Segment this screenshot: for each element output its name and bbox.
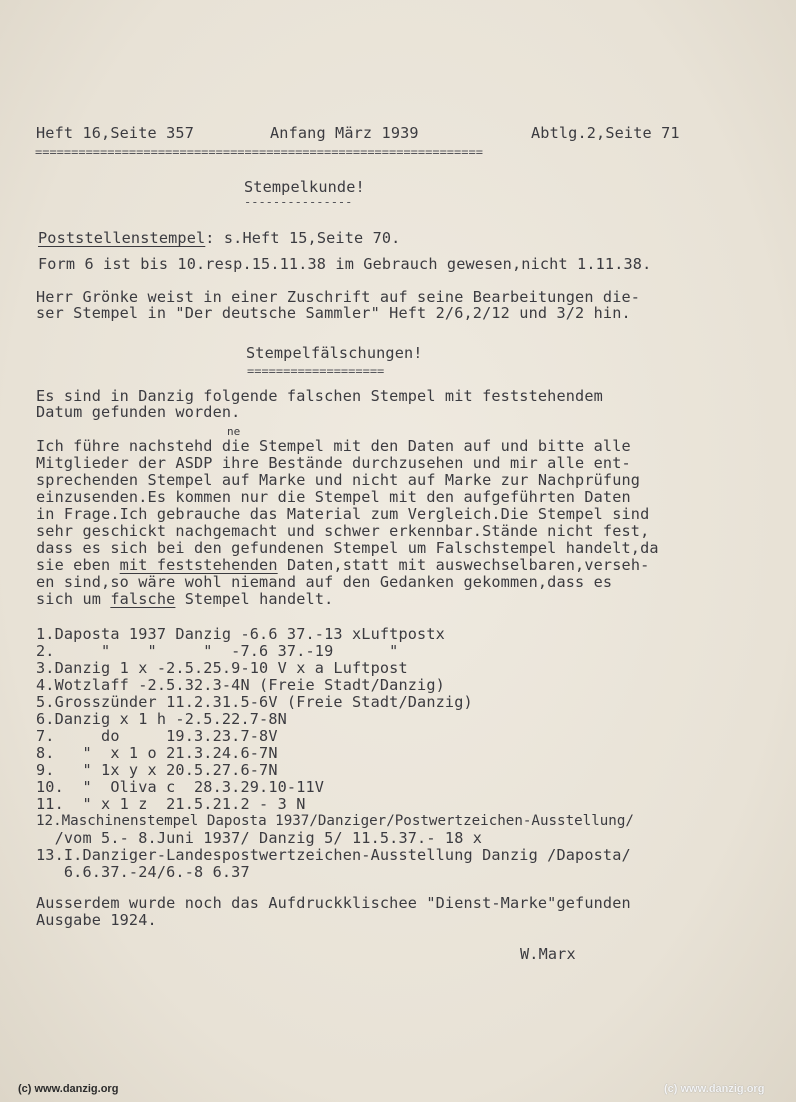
copyright-watermark-left: (c) www.danzig.org xyxy=(18,1083,119,1095)
poststellenstempel-term: Poststellenstempel xyxy=(38,229,206,247)
list-item: 6.6.37.-24/6.-8 6.37 xyxy=(36,863,250,881)
section-title-underline: --------------- xyxy=(244,195,353,209)
body-line-3: sprechenden Stempel auf Marke und nicht auf Marke zur Nachprüfung xyxy=(36,471,641,489)
list-item: 13.I.Danziger-Landespostwertzeichen-Ausstellung Danzig /Daposta/ xyxy=(36,846,631,864)
body-line-1: Ich führe nachstehd die Stempel mit den Daten auf und bitte alle xyxy=(36,437,631,455)
poststellenstempel-line: Poststellenstempel: s.Heft 15,Seite 70. xyxy=(38,229,401,247)
body-line-7: dass es sich bei den gefundenen Stempel um Falschstempel handelt,da xyxy=(36,539,659,557)
groenke-line-2: ser Stempel in "Der deutsche Sammler" Heft 2/6,2/12 und 3/2 hin. xyxy=(36,304,631,322)
header-issue: Heft 16,Seite 357 xyxy=(36,124,194,142)
list-item: 12.Maschinenstempel Daposta 1937/Danziger/Postwertzeichen-Ausstellung/ xyxy=(36,813,634,829)
body-line-6: sehr geschickt nachgemacht und schwer erkennbar.Stände nicht fest, xyxy=(36,522,650,540)
header-rule: ============================================================== xyxy=(35,145,483,159)
handwritten-insertion: ne xyxy=(227,425,241,438)
section-title-stempelfaelschungen: Stempelfälschungen! xyxy=(246,344,423,362)
list-item: 4.Wotzlaff -2.5.32.3-4N (Freie Stadt/Danzig) xyxy=(36,676,445,694)
header-section: Abtlg.2,Seite 71 xyxy=(531,124,680,142)
list-item: 5.Grosszünder 11.2.31.5-6V (Freie Stadt/Danzig) xyxy=(36,693,473,711)
body-line-10: sich um falsche Stempel handelt. xyxy=(36,590,334,608)
list-item: 2. " " " -7.6 37.-19 " xyxy=(36,642,399,660)
body-line-9: en sind,so wäre wohl niemand auf den Gedanken gekommen,dass es xyxy=(36,573,613,591)
list-item: 10. " Oliva c 28.3.29.10-11V xyxy=(36,778,325,796)
header-date: Anfang März 1939 xyxy=(270,124,419,142)
list-item: 3.Danzig 1 x -2.5.25.9-10 V x a Luftpost xyxy=(36,659,408,677)
copyright-watermark-right: (c) www.danzig.org xyxy=(664,1083,765,1095)
intro-line-1: Es sind in Danzig folgende falschen Stempel mit feststehendem xyxy=(36,387,603,405)
section-title-double-underline: =================== xyxy=(247,364,385,378)
underlined-falsche: falsche xyxy=(110,590,176,608)
closing-line-2: Ausgabe 1924. xyxy=(36,911,157,929)
underlined-mit-feststehenden: mit feststehenden xyxy=(119,556,278,574)
body-line-5: in Frage.Ich gebrauche das Material zum Vergleich.Die Stempel sind xyxy=(36,505,650,523)
list-item: 8. " x 1 o 21.3.24.6-7N xyxy=(36,744,278,762)
closing-line-1: Ausserdem wurde noch das Aufdruckklischee "Dienst-Marke"gefunden xyxy=(36,894,631,912)
body-line-8: sie eben mit feststehenden Daten,statt mit auswechselbaren,verseh- xyxy=(36,556,650,574)
body-line-2: Mitglieder der ASDP ihre Bestände durchzusehen und mir alle ent- xyxy=(36,454,631,472)
list-item: 9. " 1x y x 20.5.27.6-7N xyxy=(36,761,278,779)
body-line-4: einzusenden.Es kommen nur die Stempel mit den aufgeführten Daten xyxy=(36,488,631,506)
list-item: 1.Daposta 1937 Danzig -6.6 37.-13 xLuftpostx xyxy=(36,625,445,643)
groenke-line-1: Herr Grönke weist in einer Zuschrift auf seine Bearbeitungen die- xyxy=(36,288,641,306)
list-item: 11. " x 1 z 21.5.21.2 - 3 N xyxy=(36,795,306,813)
signature: W.Marx xyxy=(520,945,576,963)
form6-line: Form 6 ist bis 10.resp.15.11.38 im Gebrauch gewesen,nicht 1.11.38. xyxy=(38,255,652,273)
list-item: 6.Danzig x 1 h -2.5.22.7-8N xyxy=(36,710,287,728)
list-item: /vom 5.- 8.Juni 1937/ Danzig 5/ 11.5.37.- 18 x xyxy=(36,829,483,847)
intro-line-2: Datum gefunden worden. xyxy=(36,403,241,421)
list-item: 7. do 19.3.23.7-8V xyxy=(36,727,278,745)
section-title-stempelkunde: Stempelkunde! xyxy=(244,178,365,196)
